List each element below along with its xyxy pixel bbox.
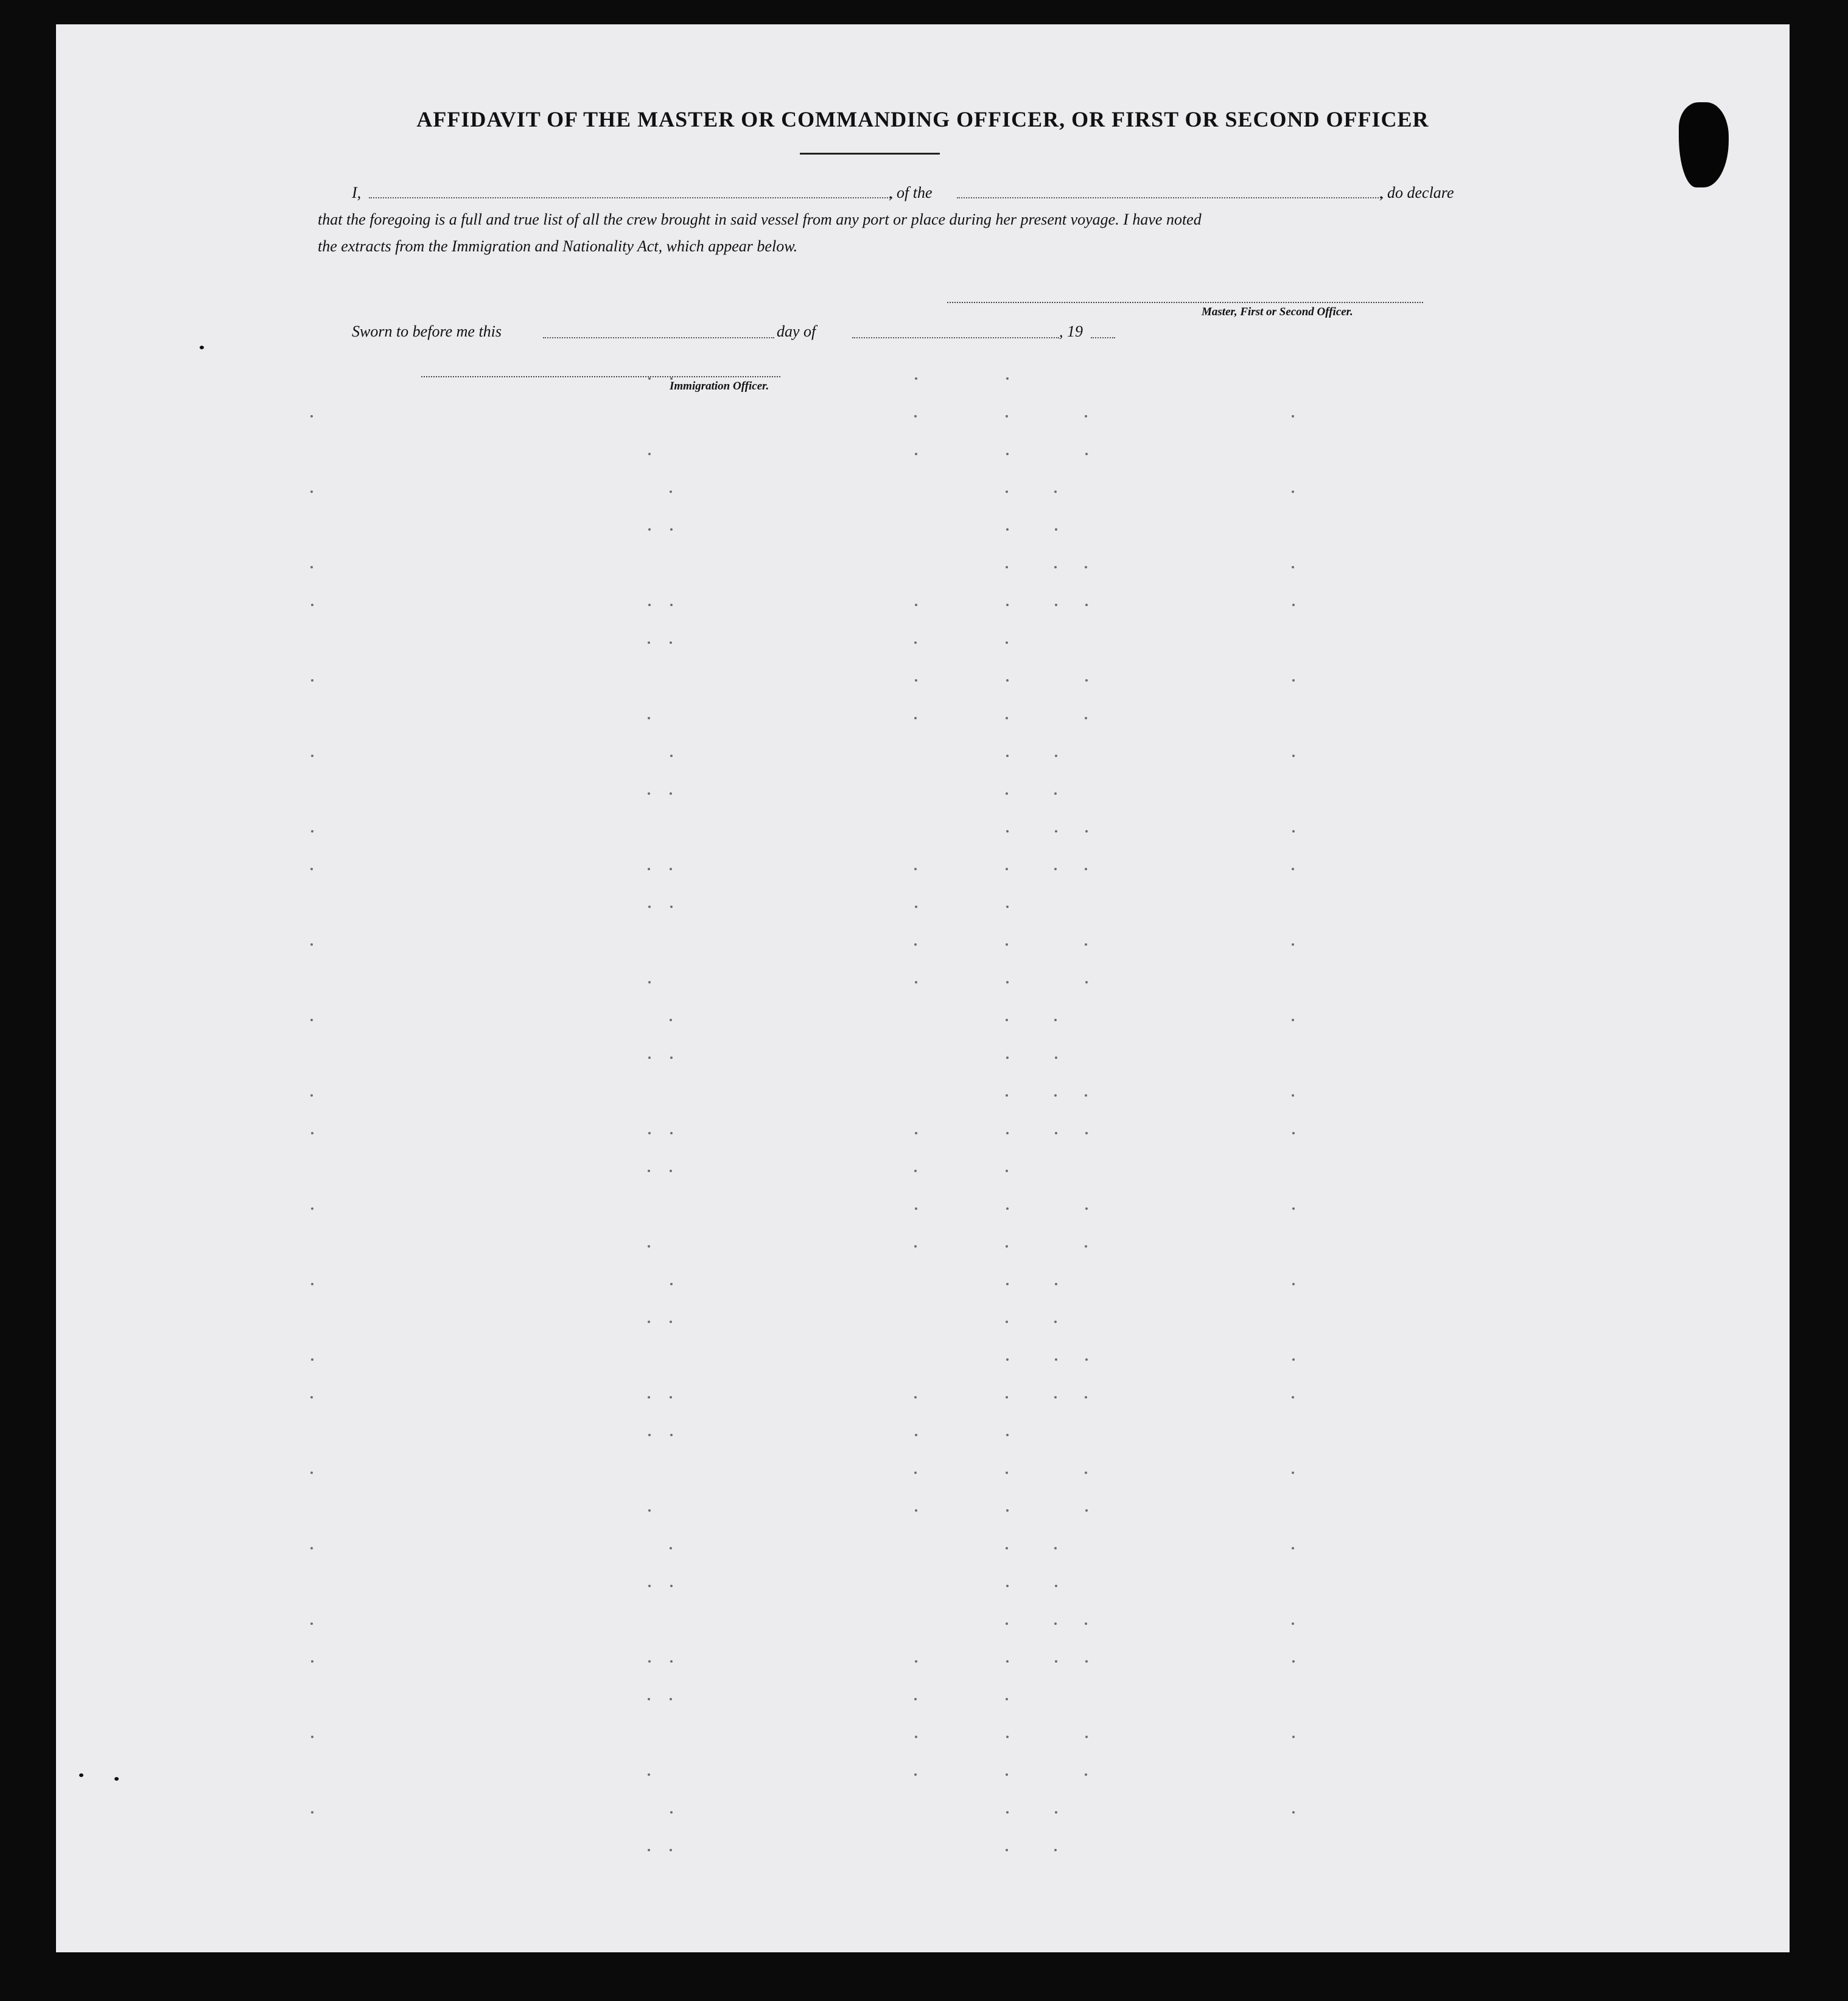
grid-dot: [915, 1736, 917, 1738]
paper-sheet: [56, 24, 1790, 1952]
grid-dot: [648, 792, 650, 795]
grid-dot: [1085, 830, 1088, 833]
grid-dot: [1006, 377, 1009, 380]
grid-dot: [914, 1396, 917, 1399]
grid-dot: [1292, 1622, 1294, 1625]
grid-dot: [1292, 604, 1295, 606]
grid-dot: [1055, 1811, 1057, 1814]
ink-blot: [1679, 102, 1729, 187]
grid-dot: [1292, 1132, 1295, 1134]
grid-dot: [648, 1396, 650, 1399]
grid-dot: [1085, 868, 1087, 870]
grid-dot: [1292, 1358, 1295, 1361]
grid-dot: [915, 1132, 917, 1134]
grid-dot: [310, 868, 313, 870]
grid-dot: [1006, 1170, 1008, 1172]
affidavit-title: AFFIDAVIT OF THE MASTER OR COMMANDING OFFICER, OR FIRST OR SECOND OFFICER: [416, 107, 1429, 131]
officer-signature-label: Immigration Officer.: [670, 380, 769, 393]
grid-dot: [1055, 1283, 1057, 1285]
grid-dot: [1006, 641, 1008, 644]
grid-dot: [1006, 981, 1009, 983]
grid-dot: [648, 604, 651, 606]
grid-dot: [915, 981, 917, 983]
grid-dot: [915, 1509, 917, 1512]
grid-dot: [310, 1019, 313, 1021]
grid-dot: [670, 868, 672, 870]
grid-dot: [311, 1132, 313, 1134]
grid-dot: [670, 528, 673, 531]
grid-dot: [670, 1434, 673, 1436]
grid-dot: [914, 641, 917, 644]
grid-dot: [648, 1585, 651, 1587]
grid-dot: [311, 755, 313, 757]
grid-dot: [1055, 604, 1057, 606]
sworn-text: Sworn to before me this: [352, 323, 502, 340]
grid-dot: [1055, 1585, 1057, 1587]
grid-dot: [311, 1736, 313, 1738]
grid-dot: [1006, 1773, 1008, 1776]
grid-dot: [670, 1585, 673, 1587]
declaration-line-3: the extracts from the Immigration and Nationality Act, which appear below.: [318, 237, 798, 255]
grid-dot: [670, 1660, 673, 1663]
grid-dot: [914, 1698, 917, 1700]
grid-dot: [1055, 830, 1057, 833]
grid-dot: [311, 1283, 313, 1285]
grid-dot: [310, 1547, 313, 1549]
grid-dot: [311, 679, 313, 682]
grid-dot: [1006, 1396, 1008, 1399]
grid-dot: [915, 453, 917, 455]
grid-dot: [1006, 1245, 1008, 1248]
declarant-prefix: I,: [352, 184, 362, 201]
grid-dot: [1006, 717, 1008, 719]
grid-dot: [1085, 981, 1088, 983]
grid-dot: [915, 1660, 917, 1663]
grid-dot: [1006, 1283, 1009, 1285]
grid-dot: [1006, 1094, 1008, 1097]
grid-dot: [1292, 1811, 1295, 1814]
officer-signature-line: [421, 376, 780, 377]
declarant-name-field: [369, 197, 892, 198]
grid-dot: [311, 830, 313, 833]
day-of-text: day of: [777, 323, 816, 340]
year-prefix-text: , 19: [1059, 323, 1083, 340]
grid-dot: [648, 906, 651, 908]
grid-dot: [1085, 717, 1087, 719]
grid-dot: [670, 1321, 672, 1323]
grid-dot: [310, 1622, 313, 1625]
grid-dot: [1085, 1207, 1088, 1210]
grid-dot: [914, 1245, 917, 1248]
grid-dot: [1054, 792, 1057, 795]
grid-dot: [1085, 679, 1088, 682]
grid-dot: [1006, 906, 1009, 908]
grid-dot: [648, 1132, 651, 1134]
grid-dot: [1006, 1660, 1009, 1663]
grid-dot: [648, 1321, 650, 1323]
grid-dot: [1085, 415, 1087, 417]
grid-dot: [648, 1509, 651, 1512]
grid-dot: [915, 1434, 917, 1436]
grid-dot: [1054, 566, 1057, 568]
grid-dot: [1292, 943, 1294, 946]
grid-dot: [1006, 1358, 1009, 1361]
grid-dot: [1054, 1094, 1057, 1097]
grid-dot: [648, 1660, 651, 1663]
grid-dot: [648, 1170, 650, 1172]
grid-dot: [648, 1773, 650, 1776]
grid-dot: [1292, 1019, 1294, 1021]
grid-dot: [310, 1472, 313, 1474]
grid-dot: [1085, 1773, 1087, 1776]
grid-dot: [1055, 1660, 1057, 1663]
grid-dot: [914, 1472, 917, 1474]
grid-dot: [1085, 453, 1088, 455]
grid-dot: [1085, 1245, 1087, 1248]
grid-dot: [1006, 1472, 1008, 1474]
grid-dot: [1006, 1736, 1009, 1738]
grid-dot: [915, 604, 917, 606]
grid-dot: [1054, 1019, 1057, 1021]
grid-dot: [1006, 868, 1008, 870]
title-underline: [800, 153, 940, 155]
grid-dot: [1006, 1321, 1008, 1323]
grid-dot: [1055, 1056, 1057, 1059]
grid-dot: [914, 1773, 917, 1776]
grid-dot: [1292, 415, 1294, 417]
grid-dot: [1055, 755, 1057, 757]
grid-dot: [1006, 1509, 1009, 1512]
grid-dot: [1292, 1094, 1294, 1097]
grid-dot: [1006, 1849, 1008, 1851]
grid-dot: [1292, 1396, 1294, 1399]
grid-dot: [311, 1358, 313, 1361]
master-signature-line: [947, 302, 1423, 303]
grid-dot: [1085, 604, 1088, 606]
grid-dot: [648, 528, 651, 531]
grid-dot: [1054, 868, 1057, 870]
grid-dot: [1006, 1019, 1008, 1021]
grid-dot: [1006, 755, 1009, 757]
grid-dot: [1085, 1094, 1087, 1097]
sworn-day-field: [543, 337, 774, 338]
grid-dot: [670, 755, 673, 757]
grid-dot: [1054, 491, 1057, 493]
grid-dot: [1006, 792, 1008, 795]
ink-speck: [114, 1777, 119, 1781]
grid-dot: [1006, 415, 1008, 417]
grid-dot: [670, 1170, 672, 1172]
grid-dot: [310, 415, 313, 417]
grid-dot: [1085, 1358, 1088, 1361]
grid-dot: [1006, 1434, 1009, 1436]
grid-dot: [310, 1094, 313, 1097]
grid-dot: [648, 1056, 651, 1059]
grid-dot: [1006, 1132, 1009, 1134]
grid-dot: [915, 679, 917, 682]
grid-dot: [1292, 566, 1294, 568]
grid-dot: [915, 906, 917, 908]
grid-dot: [1085, 1396, 1087, 1399]
grid-dot: [1292, 679, 1295, 682]
grid-dot: [915, 1207, 917, 1210]
grid-dot: [670, 906, 673, 908]
grid-dot: [1085, 1132, 1088, 1134]
grid-dot: [670, 1811, 673, 1814]
do-declare-text: , do declare: [1379, 184, 1454, 201]
grid-dot: [648, 717, 650, 719]
master-signature-label: Master, First or Second Officer.: [1202, 306, 1353, 318]
grid-dot: [311, 1660, 313, 1663]
grid-dot: [1006, 1622, 1008, 1625]
grid-dot: [648, 981, 651, 983]
grid-dot: [1006, 1811, 1009, 1814]
grid-dot: [670, 1132, 673, 1134]
grid-dot: [648, 1245, 650, 1248]
ink-speck: [79, 1773, 83, 1777]
grid-dot: [914, 1170, 917, 1172]
grid-dot: [311, 604, 313, 606]
grid-dot: [648, 377, 651, 380]
grid-dot: [670, 1547, 672, 1549]
grid-dot: [1055, 528, 1057, 531]
grid-dot: [1085, 1472, 1087, 1474]
grid-dot: [1054, 1622, 1057, 1625]
grid-dot: [1006, 679, 1009, 682]
grid-dot: [1006, 453, 1009, 455]
grid-dot: [310, 1396, 313, 1399]
grid-dot: [1292, 491, 1294, 493]
grid-dot: [1006, 1585, 1009, 1587]
grid-dot: [914, 717, 917, 719]
grid-dot: [914, 415, 917, 417]
grid-dot: [310, 566, 313, 568]
grid-dot: [648, 1434, 651, 1436]
grid-dot: [1085, 1622, 1087, 1625]
grid-dot: [648, 868, 650, 870]
grid-dot: [1055, 1132, 1057, 1134]
of-the-text: , of the: [889, 184, 933, 201]
grid-dot: [1006, 566, 1008, 568]
grid-dot: [648, 641, 650, 644]
grid-dot: [670, 1283, 673, 1285]
grid-dot: [914, 943, 917, 946]
grid-dot: [1054, 1547, 1057, 1549]
grid-dot: [648, 453, 651, 455]
grid-dot: [670, 792, 672, 795]
grid-dot: [1054, 1396, 1057, 1399]
grid-dot: [1006, 604, 1009, 606]
grid-dot: [670, 1396, 672, 1399]
grid-dot: [670, 1019, 672, 1021]
grid-dot: [914, 868, 917, 870]
grid-dot: [1006, 528, 1009, 531]
grid-dot: [1006, 830, 1009, 833]
grid-dot: [670, 604, 673, 606]
grid-dot: [1006, 1056, 1009, 1059]
grid-dot: [1006, 943, 1008, 946]
grid-dot: [310, 943, 313, 946]
ink-speck: [200, 346, 204, 349]
grid-dot: [1006, 1547, 1008, 1549]
grid-dot: [1055, 1358, 1057, 1361]
grid-dot: [1006, 1698, 1008, 1700]
grid-dot: [1292, 1660, 1295, 1663]
grid-dot: [1085, 1736, 1088, 1738]
grid-dot: [1292, 868, 1294, 870]
grid-dot: [1292, 1283, 1295, 1285]
grid-dot: [311, 1811, 313, 1814]
sworn-month-field: [852, 337, 1059, 338]
grid-dot: [648, 1698, 650, 1700]
vessel-name-field: [957, 197, 1383, 198]
grid-dot: [915, 377, 917, 380]
grid-dot: [1292, 755, 1295, 757]
grid-dot: [311, 1207, 313, 1210]
grid-dot: [1292, 1547, 1294, 1549]
sworn-year-field: [1091, 337, 1115, 338]
grid-dot: [648, 1849, 650, 1851]
grid-dot: [670, 1056, 673, 1059]
grid-dot: [670, 1698, 672, 1700]
declaration-line-2: that the foregoing is a full and true list of all the crew brought in said vessel from any port or place during her present voyage. I have noted: [318, 211, 1202, 228]
grid-dot: [1292, 1736, 1295, 1738]
grid-dot: [1292, 1207, 1295, 1210]
grid-dot: [1054, 1849, 1057, 1851]
grid-dot: [1292, 1472, 1294, 1474]
grid-dot: [1085, 1660, 1088, 1663]
grid-dot: [1085, 943, 1087, 946]
grid-dot: [1054, 1321, 1057, 1323]
grid-dot: [670, 1849, 672, 1851]
grid-dot: [1085, 566, 1087, 568]
grid-dot: [1006, 491, 1008, 493]
grid-dot: [670, 491, 672, 493]
grid-dot: [670, 641, 672, 644]
grid-dot: [1292, 830, 1295, 833]
grid-dot: [1085, 1509, 1088, 1512]
grid-dot: [1006, 1207, 1009, 1210]
grid-dot: [310, 491, 313, 493]
